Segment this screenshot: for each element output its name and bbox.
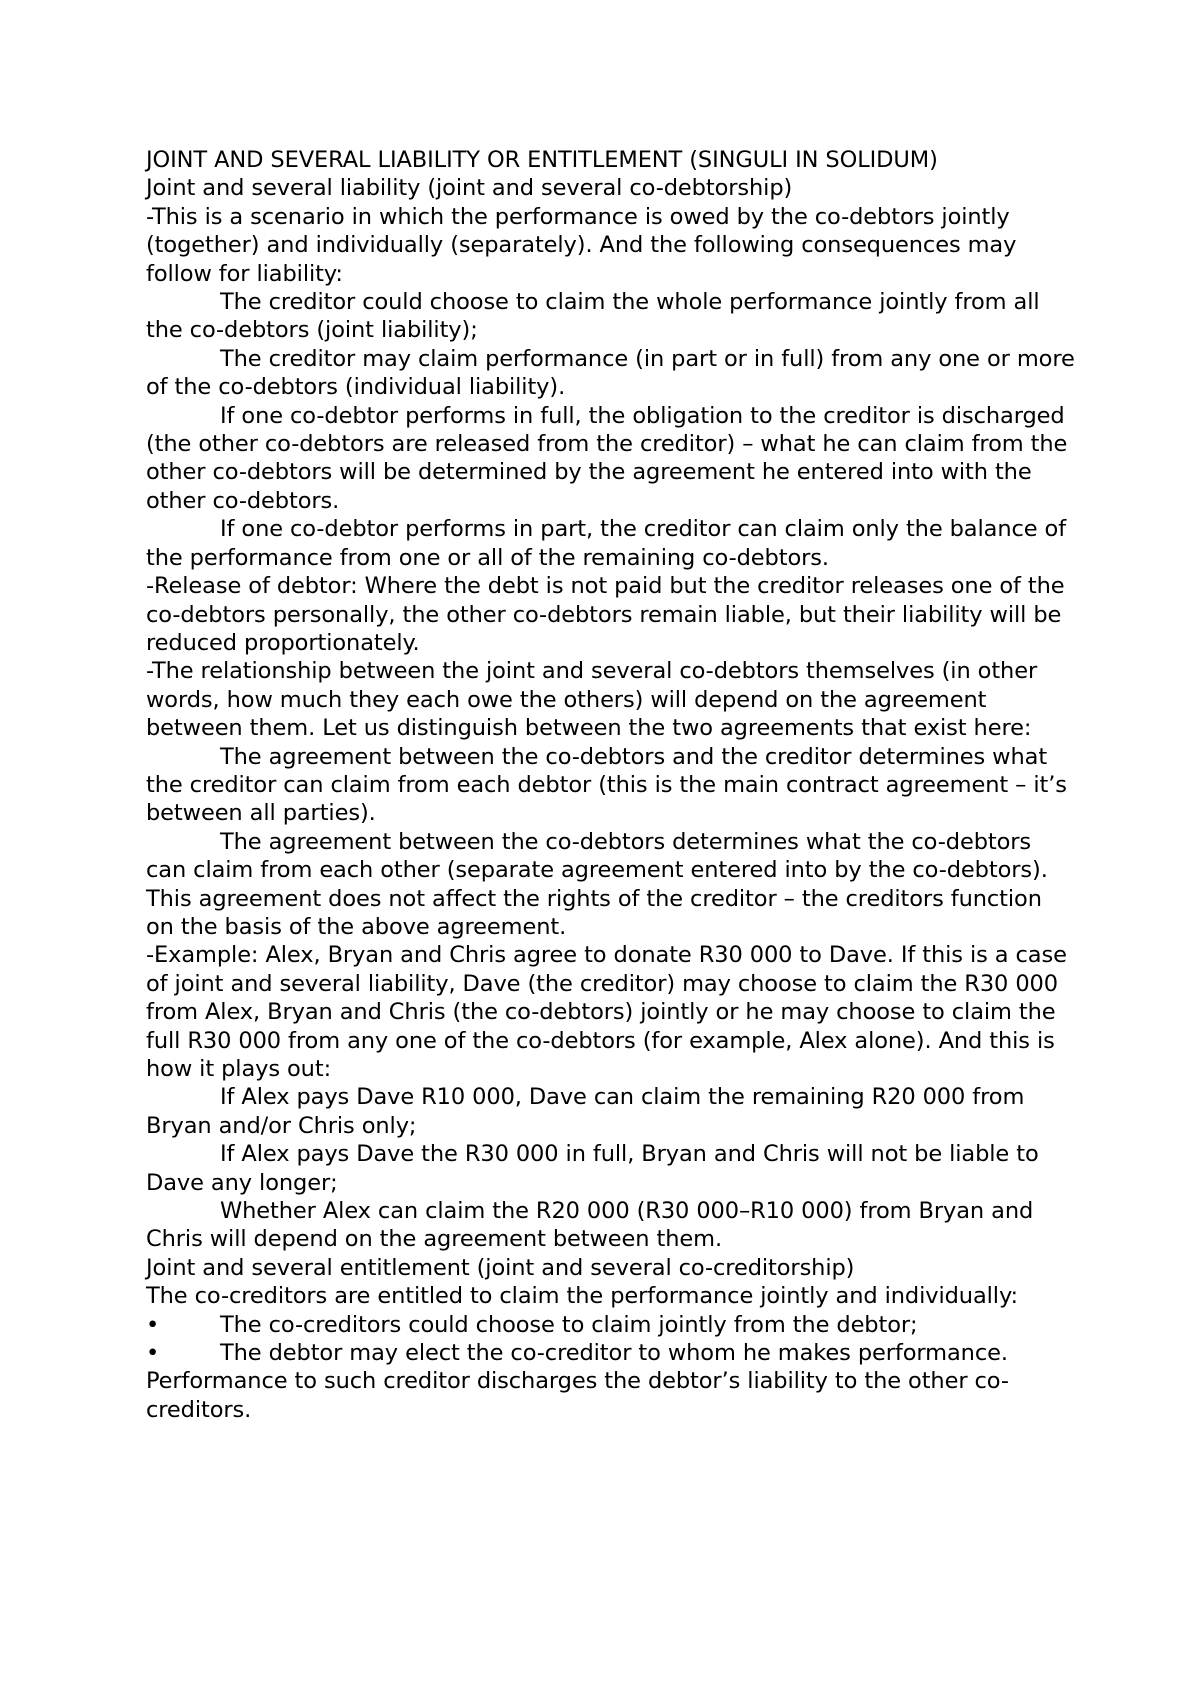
example-recourse: Whether Alex can claim the R20 000 (R30 000–R10 000) from Bryan and Chris will depend on the agreement between them. (146, 1198, 1034, 1253)
example-part-payment: If Alex pays Dave R10 000, Dave can claim the remaining R20 000 from Bryan and/or Chris only; (146, 1084, 1025, 1139)
consequence-part-performance: If one co-debtor performs in part, the creditor can claim only the balance of the performance from one or all of the remaining co-debtors. (146, 516, 1067, 571)
bullet-text: The co-creditors could choose to claim jointly from the debtor; (220, 1311, 918, 1338)
consequence-joint-claim: The creditor could choose to claim the whole performance jointly from all the co-debtors (joint liability); (146, 289, 1040, 344)
bullet-item (146, 1311, 1076, 1339)
paragraph-example: -Example: Alex, Bryan and Chris agree to donate R30 000 to Dave. If this is a case of joint and several liability, Dave (the creditor) may choose to claim the R30 000 from Alex, Bryan and Chris (the co-debtors) jointly or he may choose to claim the full R30 000 from any one of the co-debtors (for example, Alex alone). And this is how it plays out: (146, 942, 1067, 1082)
paragraph-co-creditors: The co-creditors are entitled to claim the performance jointly and individually: (146, 1283, 1019, 1310)
agreement-with-creditor: The agreement between the co-debtors and the creditor determines what the creditor can claim from each debtor (this is the main contract agreement – it’s between all parties). (146, 743, 1067, 827)
bullet-text: The debtor may elect the co-creditor to whom he makes performance. Performance to such creditor discharges the debtor’s liability to the other co-creditors. (146, 1340, 1009, 1423)
bullet-mark: • (146, 1311, 160, 1338)
section-heading-joint-entitlement: Joint and several entitlement (joint and several co-creditorship) (146, 1254, 855, 1281)
document-title: JOINT AND SEVERAL LIABILITY OR ENTITLEMENT (SINGULI IN SOLIDUM) (146, 147, 938, 173)
paragraph-release-of-debtor: -Release of debtor: Where the debt is not paid but the creditor releases one of the co-debtors personally, the other co-debtors remain liable, but their liability will be reduced proportionately. (146, 573, 1065, 656)
bullet-item (146, 1339, 1076, 1424)
bullet-mark: • (146, 1340, 160, 1367)
paragraph-scenario: -This is a scenario in which the performance is owed by the co-debtors jointly (together) and individually (separately). And the following consequences may follow for liability: (146, 203, 1017, 287)
paragraph-relationship: -The relationship between the joint and several co-debtors themselves (in other words, how much they each owe the others) will depend on the agreement between them. Let us distinguish between the two agreements that exist here: (146, 658, 1038, 742)
consequence-full-performance: If one co-debtor performs in full, the obligation to the creditor is discharged (the other co-debtors are released from the creditor) – what he can claim from the other co-debtors will be determined by the agreement he entered into with the other co-debtors. (146, 402, 1068, 514)
section-heading-joint-liability: Joint and several liability (joint and several co-debtorship) (146, 175, 793, 202)
consequence-individual-claim: The creditor may claim performance (in part or in full) from any one or more of the co-debtors (individual liability). (146, 345, 1075, 401)
document-page (146, 146, 1076, 1424)
agreement-between-co-debtors: The agreement between the co-debtors determines what the co-debtors can claim from each other (separate agreement entered into by the co-debtors). This agreement does not affect the rights of the creditor – the creditors function on the basis of the above agreement. (146, 828, 1048, 940)
example-full-payment: If Alex pays Dave the R30 000 in full, Bryan and Chris will not be liable to Dave any longer; (146, 1141, 1039, 1196)
